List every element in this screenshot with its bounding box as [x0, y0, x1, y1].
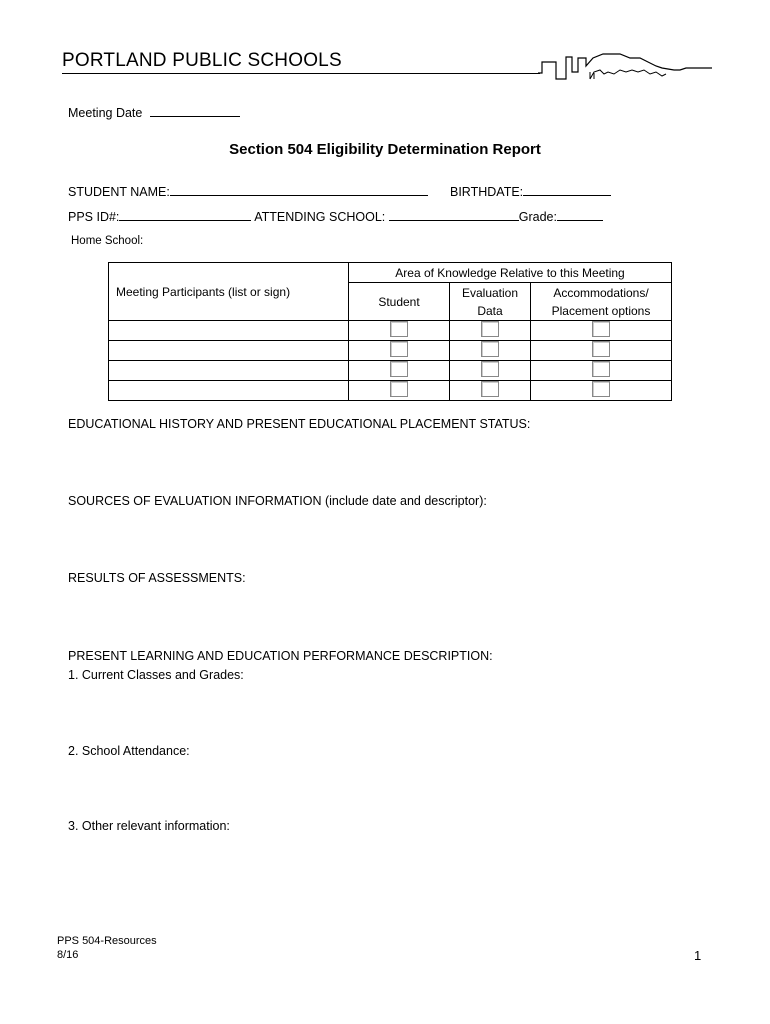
col-accommodations-line1: Accommodations/ [553, 285, 649, 300]
student-checkbox[interactable] [390, 381, 408, 397]
table-row [109, 381, 672, 401]
student-name-row [68, 183, 428, 199]
col-evaluation-line2: Data [477, 303, 503, 318]
student-checkbox[interactable] [390, 321, 408, 337]
footer-line2: 8/16 [57, 949, 79, 961]
participant-cell[interactable] [109, 341, 349, 361]
birthdate-field[interactable] [523, 183, 611, 196]
evaluation-checkbox[interactable] [481, 361, 499, 377]
meeting-date-field[interactable] [150, 104, 240, 117]
participant-cell[interactable] [109, 381, 349, 401]
accommodations-checkbox[interactable] [592, 381, 610, 397]
birthdate-row [450, 183, 611, 199]
accommodations-checkbox[interactable] [592, 321, 610, 337]
pps-id-field[interactable] [119, 208, 251, 221]
sources-evaluation-heading: SOURCES OF EVALUATION INFORMATION (include date and descriptor): [68, 494, 487, 508]
evaluation-checkbox[interactable] [481, 321, 499, 337]
grade-label: Grade: [518, 210, 557, 224]
birthdate-label: BIRTHDATE: [450, 185, 524, 199]
header-rule [62, 73, 540, 74]
school-info-row [68, 208, 603, 224]
evaluation-checkbox[interactable] [481, 381, 499, 397]
grade-field[interactable] [557, 208, 603, 221]
col-student-header: Student [349, 283, 450, 321]
present-learning-heading: PRESENT LEARNING AND EDUCATION PERFORMANCE DESCRIPTION: [68, 649, 493, 663]
meeting-date-row [68, 104, 240, 120]
col-evaluation-header [450, 283, 531, 321]
educational-history-heading: EDUCATIONAL HISTORY AND PRESENT EDUCATIONAL PLACEMENT STATUS: [68, 417, 531, 431]
participant-cell[interactable] [109, 321, 349, 341]
table-row [109, 361, 672, 381]
attending-school-field[interactable] [389, 208, 519, 221]
meeting-date-label: Meeting Date [68, 106, 143, 120]
col-accommodations-line2: Placement options [551, 303, 651, 318]
pps-id-label: PPS ID#: [68, 210, 120, 224]
home-school-label: Home School: [71, 235, 144, 247]
page-number: 1 [694, 948, 702, 963]
participants-header: Meeting Participants (list or sign) [109, 263, 349, 321]
accommodations-checkbox[interactable] [592, 361, 610, 377]
col-evaluation-line1: Evaluation [461, 285, 519, 300]
footer-line1: PPS 504-Resources [57, 935, 157, 947]
student-name-label: STUDENT NAME: [68, 185, 170, 199]
portland-skyline-logo-icon [538, 48, 714, 84]
student-name-field[interactable] [170, 183, 428, 196]
table-row [109, 321, 672, 341]
current-classes-item: 1. Current Classes and Grades: [68, 668, 244, 682]
student-checkbox[interactable] [390, 361, 408, 377]
attending-school-label: ATTENDING SCHOOL: [254, 210, 386, 224]
evaluation-checkbox[interactable] [481, 341, 499, 357]
col-accommodations-header [531, 283, 672, 321]
participant-cell[interactable] [109, 361, 349, 381]
footer [57, 934, 157, 962]
student-checkbox[interactable] [390, 341, 408, 357]
school-attendance-item: 2. School Attendance: [68, 744, 190, 758]
participants-table [108, 262, 672, 401]
table-row [109, 341, 672, 361]
area-of-knowledge-header: Area of Knowledge Relative to this Meeting [349, 263, 672, 283]
org-title: PORTLAND PUBLIC SCHOOLS [62, 50, 342, 71]
report-title: Section 504 Eligibility Determination Report [229, 141, 541, 158]
other-info-item: 3. Other relevant information: [68, 819, 230, 833]
accommodations-checkbox[interactable] [592, 341, 610, 357]
results-assessments-heading: RESULTS OF ASSESSMENTS: [68, 571, 246, 585]
